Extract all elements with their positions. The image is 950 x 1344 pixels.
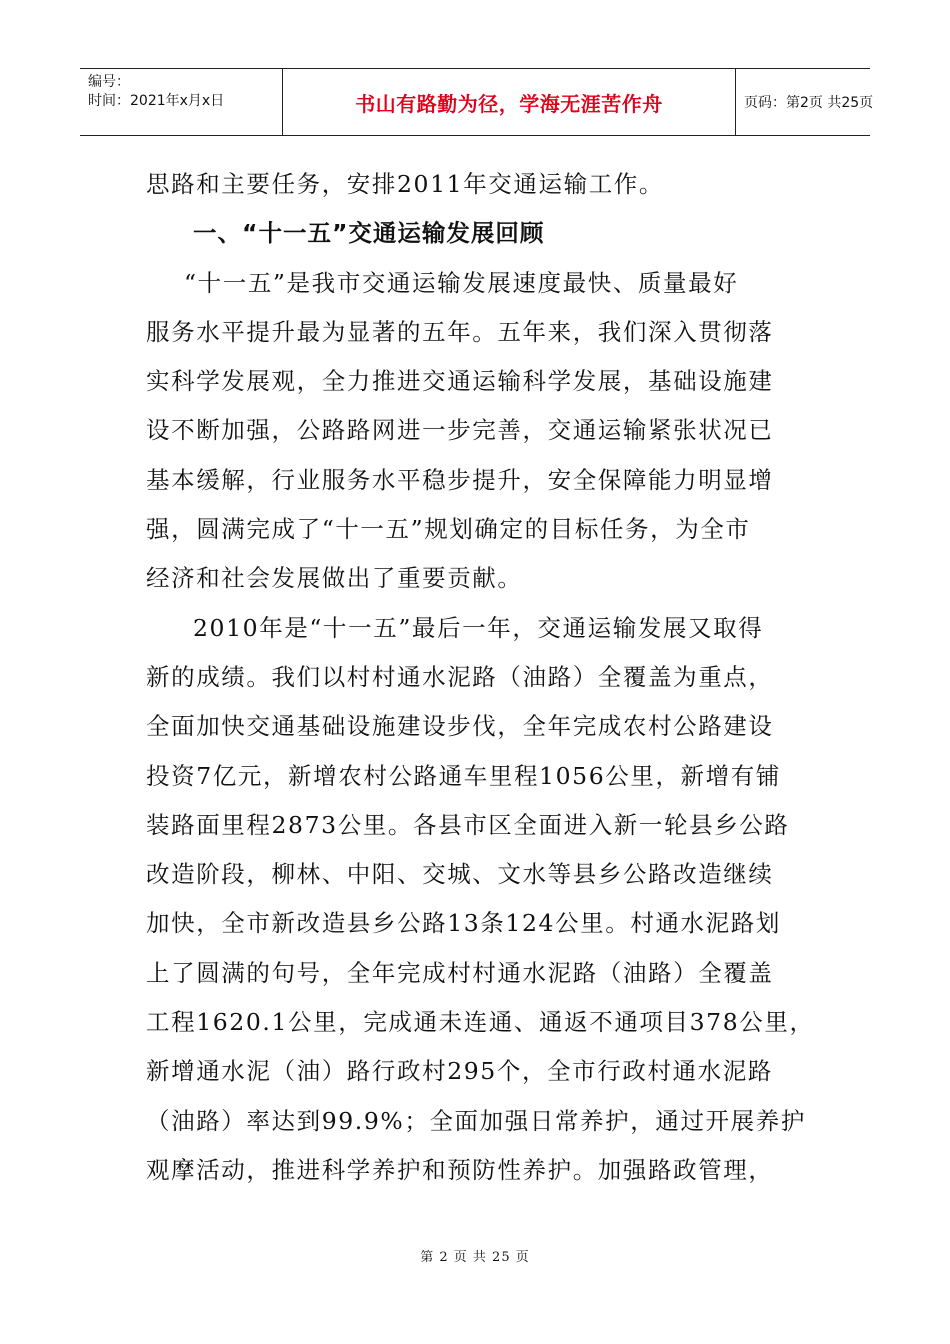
text-line: 上了圆满的句号，全年完成村村通水泥路（油路）全覆盖 xyxy=(146,958,774,987)
text-line: 设不断加强，公路路网进一步完善，交通运输紧张状况已 xyxy=(146,416,774,445)
text-line: 经济和社会发展做出了重要贡献。 xyxy=(146,564,523,593)
header-table xyxy=(80,68,874,136)
text-line: 加快，全市新改造县乡公路13条124公里。村通水泥路划 xyxy=(146,909,781,938)
text-line: “十一五”是我市交通运输发展速度最快、质量最好 xyxy=(184,268,739,297)
header-meta xyxy=(80,69,283,135)
section-heading: 一、“十一五”交通运输发展回顾 xyxy=(193,219,545,248)
text-line: 新的成绩。我们以村村通水泥路（油路）全覆盖为重点， xyxy=(146,662,774,691)
text-line: 实科学发展观，全力推进交通运输科学发展，基础设施建 xyxy=(146,367,774,396)
page-footer: 第 2 页 共 25 页 xyxy=(420,1250,530,1265)
text-line: 强，圆满完成了“十一五”规划确定的目标任务，为全市 xyxy=(146,515,751,544)
text-line: （油路）率达到99.9%；全面加强日常养护，通过开展养护 xyxy=(146,1106,806,1135)
header-motto: 书山有路勤为径，学海无涯苦作舟 xyxy=(283,69,736,135)
text-line: 基本缓解，行业服务水平稳步提升，安全保障能力明显增 xyxy=(146,465,774,494)
document-body xyxy=(146,160,815,1195)
text-line: 工程1620.1公里，完成通未连通、通返不通项目378公里， xyxy=(146,1008,815,1037)
text-line: 思路和主要任务，安排2011年交通运输工作。 xyxy=(146,170,665,198)
text-line: 装路面里程2873公里。各县市区全面进入新一轮县乡公路 xyxy=(146,810,790,839)
number-label: 编号： xyxy=(88,74,130,90)
text-line: 2010年是“十一五”最后一年，交通运输发展又取得 xyxy=(193,613,764,642)
text-line: 改造阶段，柳林、中阳、交城、文水等县乡公路改造继续 xyxy=(146,860,774,889)
text-line: 全面加快交通基础设施建设步伐，全年完成农村公路建设 xyxy=(146,712,774,741)
text-line: 服务水平提升最为显著的五年。五年来，我们深入贯彻落 xyxy=(146,317,774,346)
text-line: 新增通水泥（油）路行政村295个，全市行政村通水泥路 xyxy=(146,1057,773,1086)
text-line: 观摩活动，推进科学养护和预防性养护。加强路政管理， xyxy=(146,1155,774,1184)
text-line: 投资7亿元，新增农村公路通车里程1056公里，新增有铺 xyxy=(146,761,781,790)
time-label: 时间：2021年x月x日 xyxy=(88,93,225,109)
header-page-info: 页码：第2页 共25页 xyxy=(744,95,874,111)
